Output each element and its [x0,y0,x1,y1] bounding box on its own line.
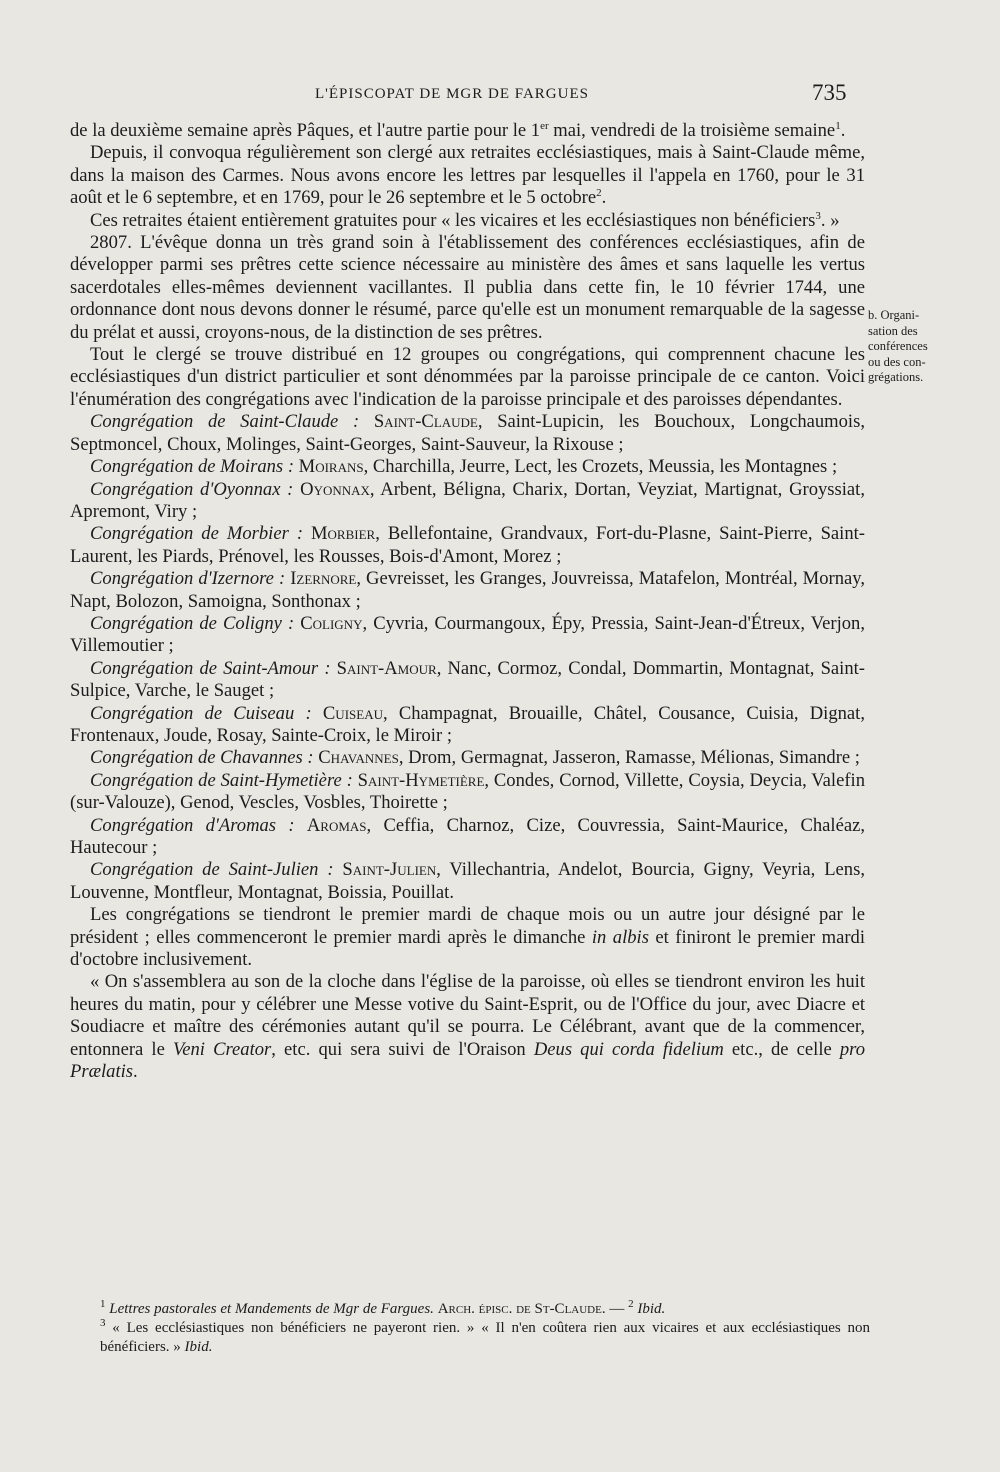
congregation-list [70,411,865,904]
margin-note: b. Organi- sation des conférences ou des con- grégations. [868,308,928,384]
congregation-item: Congrégation de Chavannes : Chavannes, Drom, Germagnat, Jasseron, Ramasse, Mélionas, Simandre ; [90,747,860,769]
page-number: 735 [812,80,847,105]
footnote-1: $^1$ Lettres pastorales et Mandements de Mgr de Fargues. Arch. épisc. de St-Claude. — $^2$ Ibid. [100,1298,666,1317]
congregation-item: Congrégation de Saint-Claude : Saint-Claude, Saint-Lupicin, les Bouchoux, Longchaumois, Septmoncel, Choux, Molinges, Saint-Georges, Saint-Sauveur, la Rixouse ; [70,411,865,455]
congregation-item: Congrégation de Saint-Julien : Saint-Julien, Villechantria, Andelot, Bourcia, Gigny, Veyria, Lens, Louvenne, Montfleur, Montagnat, Boissia, Pouillat. [70,859,865,903]
paragraph-1: de la deuxième semaine après Pâques, et l'autre partie pour le 1er mai, vendredi de la troisième semaine$^1$. [70,119,846,141]
congregation-item: Congrégation de Saint-Hymetière : Saint-Hymetière, Condes, Cornod, Villette, Coysia, Deycia, Valefin (sur-Valouze), Genod, Vescles, Vosbles, Thoirette ; [70,769,865,814]
congregation-item: Congrégation de Morbier : Morbier, Bellefontaine, Grandvaux, Fort-du-Plasne, Saint-Pierre, Saint-Laurent, les Piards, Prénovel, les Rousses, Bois-d'Amont, Morez ; [70,523,865,567]
paragraph-2: Depuis, il convoqua régulièrement son clergé aux retraites ecclésiastiques, mais à Saint-Claude même, dans la maison des Carmes. Nous avons encore les lettres par lesquelles il l'appela en 1760, pour le 31 août et le 6 septembre, et en 1769, pour le 26 septembre et le 5 octobre$^2$. [70,142,865,209]
main-text [70,120,865,1083]
congregation-item: Congrégation de Coligny : Coligny, Cyvria, Courmangoux, Épy, Pressia, Saint-Jean-d'Étreux, Verjon, Villemoutier ; [70,612,865,657]
congregation-item: Congrégation de Moirans : Moirans, Charchilla, Jeurre, Lect, les Crozets, Meussia, les Montagnes ; [90,456,838,478]
page-header [0,80,1000,110]
footnotes [100,1300,870,1357]
congregation-item: Congrégation de Saint-Amour : Saint-Amour, Nanc, Cormoz, Condal, Dommartin, Montagnat, Saint-Sulpice, Varche, le Sauget ; [70,657,865,702]
paragraph-7: « On s'assemblera au son de la cloche dans l'église de la paroisse, où elles se tiendront environ les huit heures du matin, pour y célébrer une Messe votive du Saint-Esprit, ou de l'Office du jour, avec Diacre et Soudiacre et maître des cérémonies autant qu'il se pourra. Le Célébrant, avant que de la commencer, entonnera le Veni Creator, etc. qui sera suivi de l'Oraison Deus qui corda fidelium etc., de celle pro Prælatis. [70,971,866,1083]
paragraph-5: Tout le clergé se trouve distribué en 12 groupes ou congrégations, qui comprennent chacune les ecclésiastiques d'un district particulier et sont dénommées par la paroisse principale de ce canton. Voici l'énumération des congrégations avec l'indication de la paroisse principale et des paroisses dépendantes. [70,344,865,410]
paragraph-6: Les congrégations se tiendront le premier mardi de chaque mois ou un autre jour désigné par le président ; elles commenceront le premier mardi après le dimanche in albis et finiront le premier mardi d'octobre inclusivement. [70,904,865,971]
footnote-ref: 1 [835,119,841,132]
running-title: L'ÉPISCOPAT DE MGR DE FARGUES [315,86,589,102]
congregation-item: Congrégation d'Oyonnax : Oyonnax, Arbent, Béligna, Charix, Dortan, Veyziat, Martignat, Groyssiat, Apremont, Viry ; [70,478,865,522]
footnote-3: $^3$ « Les ecclésiastiques non bénéficiers ne payeront rien. » « Il n'en coûtera rien aux vicaires et aux ecclésiastiques non bénéficiers. » Ibid. [100,1317,870,1355]
congregation-item: Congrégation de Cuiseau : Cuiseau, Champagnat, Brouaille, Châtel, Cousance, Cuisia, Dignat, Frontenaux, Joude, Rosay, Sainte-Croix, le Miroir ; [70,702,865,746]
paragraph-3: Ces retraites étaient entièrement gratuites pour « les vicaires et les ecclésiastiques non bénéficiers$^3$. » [90,209,840,231]
congregation-item: Congrégation d'Izernore : Izernore, Gevreisset, les Granges, Jouvreissa, Matafelon, Montréal, Mornay, Napt, Bolozon, Samoigna, Sonthonax ; [70,568,865,612]
footnote-ref: 3 [815,209,821,222]
footnote-ref: 2 [596,187,602,200]
paragraph-2807: 2807. L'évêque donna un très grand soin à l'établissement des conférences ecclésiastiques, afin de développer parmi ses prêtres cette science nécessaire au ministère des âmes et sans laquelle les vertus sacerdotales elles-mêmes deviennent vacillantes. Il publia dans cette fin, le 10 février 1744, une ordonnance dont nous devons donner le résumé, parce qu'elle est un monument remarquable de la sagesse du prélat et aussi, croyons-nous, de la distinction de ses prêtres. [70,232,865,343]
congregation-item: Congrégation d'Aromas : Aromas, Ceffia, Charnoz, Cize, Couvressia, Saint-Maurice, Chaléaz, Hautecour ; [70,814,865,858]
